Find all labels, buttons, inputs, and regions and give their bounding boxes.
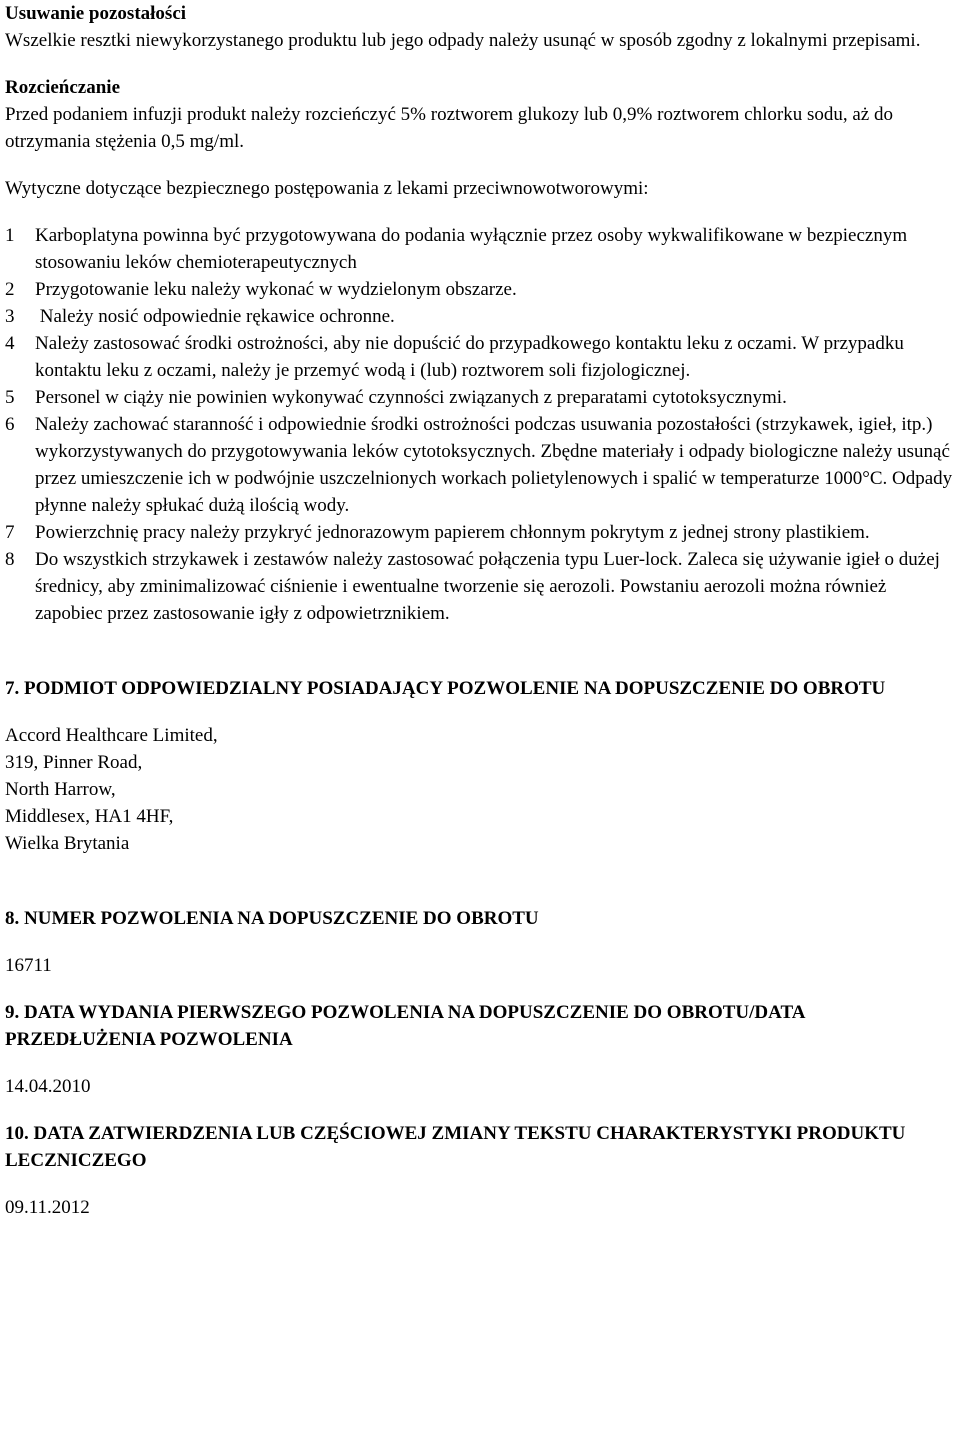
- list-item: [5, 303, 955, 330]
- list-item-number: 2: [5, 279, 15, 300]
- remains-text: Wszelkie resztki niewykorzystanego produktu lub jego odpady należy usunąć w sposób zgodny z lokalnymi przepisami.: [5, 30, 921, 51]
- address-line: North Harrow,: [5, 779, 116, 800]
- company-address: [5, 722, 955, 857]
- list-item-number: 6: [5, 414, 15, 435]
- list-item-number: 1: [5, 225, 15, 246]
- list-item: [5, 222, 955, 276]
- authorisation-number: 16711: [5, 955, 52, 976]
- list-item-text: Przygotowanie leku należy wykonać w wydzielonym obszarze.: [35, 279, 517, 300]
- section-dilution: [5, 74, 955, 155]
- guidelines-intro: Wytyczne dotyczące bezpiecznego postępowania z lekami przeciwnowotworowymi:: [5, 178, 649, 199]
- document-page: [5, 0, 955, 1221]
- section-remains: [5, 0, 955, 54]
- section-10: [5, 1120, 955, 1221]
- section-guidelines: [5, 175, 955, 627]
- dilution-text: Przed podaniem infuzji produkt należy rozcieńczyć 5% roztworem glukozy lub 0,9% roztworem chlorku sodu, aż do otrzymania stężenia 0,5 mg/ml.: [5, 104, 893, 152]
- section-8-heading: 8. NUMER POZWOLENIA NA DOPUSZCZENIE DO OBROTU: [5, 908, 539, 929]
- list-item-text: Należy nosić odpowiednie rękawice ochronne.: [35, 306, 395, 327]
- address-line: 319, Pinner Road,: [5, 752, 143, 773]
- section-10-heading: 10. DATA ZATWIERDZENIA LUB CZĘŚCIOWEJ ZMIANY TEKSTU CHARAKTERYSTYKI PRODUKTU LECZNICZEGO: [5, 1123, 906, 1171]
- guidelines-list: [5, 222, 955, 627]
- section-7-heading: 7. PODMIOT ODPOWIEDZIALNY POSIADAJĄCY POZWOLENIE NA DOPUSZCZENIE DO OBROTU: [5, 678, 886, 699]
- list-item-text: Należy zastosować środki ostrożności, aby nie dopuścić do przypadkowego kontaktu leku z oczami. W przypadku kontaktu leku z oczami, należy je przemyć wodą i (lub) roztworem soli fizjologicznej.: [35, 333, 904, 381]
- list-item: [5, 384, 955, 411]
- list-item-number: 3: [5, 306, 15, 327]
- section-7: [5, 675, 955, 857]
- address-line: Accord Healthcare Limited,: [5, 725, 218, 746]
- list-item: [5, 519, 955, 546]
- list-item-number: 7: [5, 522, 15, 543]
- dilution-heading: Rozcieńczanie: [5, 77, 121, 98]
- list-item: [5, 276, 955, 303]
- first-authorisation-date: 14.04.2010: [5, 1076, 91, 1097]
- list-item: [5, 546, 955, 627]
- revision-date: 09.11.2012: [5, 1197, 90, 1218]
- list-item-number: 8: [5, 549, 15, 570]
- remains-heading: Usuwanie pozostałości: [5, 3, 187, 24]
- list-item-text: Personel w ciąży nie powinien wykonywać czynności związanych z preparatami cytotoksycznymi.: [35, 387, 787, 408]
- list-item-text: Należy zachować staranność i odpowiednie środki ostrożności podczas usuwania pozostałości (strzykawek, igieł, itp.) wykorzystywanych do przygotowywania leków cytotoksycznych. Zbędne materiały i odpady biologiczne należy usunąć przez umieszczenie ich w podwójnie uszczelnionych workach polietylenowych i spalić w temperaturze 1000°C. Odpady płynne należy spłukać dużą ilością wody.: [35, 414, 953, 516]
- section-8: [5, 905, 955, 979]
- list-item-text: Karboplatyna powinna być przygotowywana do podania wyłącznie przez osoby wykwalifikowane w bezpiecznym stosowaniu leków chemioterapeutycznych: [35, 225, 908, 273]
- list-item-number: 4: [5, 333, 15, 354]
- list-item: [5, 411, 955, 519]
- address-line: Middlesex, HA1 4HF,: [5, 806, 174, 827]
- section-9: [5, 999, 955, 1100]
- list-item-text: Do wszystkich strzykawek i zestawów należy zastosować połączenia typu Luer-lock. Zaleca się używanie igieł o dużej średnicy, aby zminimalizować ciśnienie i ewentualne tworzenie się aerozoli. Powstaniu aerozoli można również zapobiec przez zastosowanie igły z odpowietrznikiem.: [35, 549, 940, 624]
- list-item-text: Powierzchnię pracy należy przykryć jednorazowym papierem chłonnym pokrytym z jednej strony plastikiem.: [35, 522, 870, 543]
- list-item-number: 5: [5, 387, 15, 408]
- section-9-heading: 9. DATA WYDANIA PIERWSZEGO POZWOLENIA NA DOPUSZCZENIE DO OBROTU/DATA PRZEDŁUŻENIA POZWOLENIA: [5, 1002, 805, 1050]
- list-item: [5, 330, 955, 384]
- address-line: Wielka Brytania: [5, 833, 130, 854]
